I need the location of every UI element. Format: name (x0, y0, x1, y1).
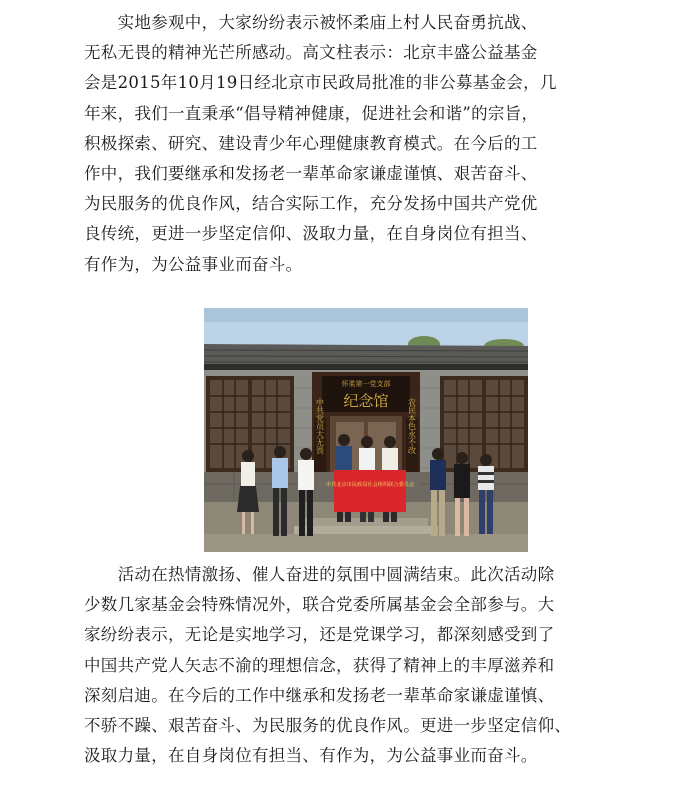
sign-main-text: 纪念馆 (343, 392, 389, 410)
couplet-right: 农民本色永不改 (407, 398, 417, 454)
red-banner (334, 470, 406, 512)
paragraph-1-line: 良传统，更进一步坚定信仰、汲取力量，在自身岗位有担当、 (84, 224, 538, 244)
paragraph-2-line: 活动在热情激扬、催人奋进的氛围中圆满结束。此次活动除 (84, 565, 555, 584)
paragraph-2-line: 汲取力量，在自身岗位有担当、有作为，为公益事业而奋斗。 (84, 746, 538, 766)
paragraph-2-line: 中国共产党人矢志不渝的理想信念，获得了精神上的丰厚滋养和 (84, 655, 555, 675)
paragraph-2-line: 深刻启迪。在今后的工作中继承和发扬老一辈革命家谦虚谨慎、 (84, 685, 555, 705)
paragraph-2 (84, 560, 614, 771)
paragraph-1-line: 作中，我们要继承和发扬老一辈革命家谦虚谨慎、艰苦奋斗、 (84, 164, 538, 184)
couplet-left: 中共党员大无畏 (315, 398, 325, 454)
paragraph-1-line: 有作为，为公益事业而奋斗。 (84, 254, 303, 274)
paragraph-1-line: 为民服务的优良作风，结合实际工作，充分发扬中国共产党优 (84, 194, 538, 214)
paragraph-2-line: 家纷纷表示，无论是实地学习，还是党课学习，都深刻感受到了 (84, 625, 555, 645)
paragraph-1-line: 年来，我们一直秉承“倡导精神健康，促进社会和谐”的宗旨， (84, 103, 539, 123)
paragraph-2-line: 不骄不躁、艰苦奋斗、为民服务的优良作风。更进一步坚定信仰、 (84, 716, 572, 736)
paragraph-1-line: 无私无畏的精神光芒所感动。高文柱表示：北京丰盛公益基金 (84, 43, 538, 63)
sign-top-text: 怀柔第一党支部 (341, 380, 391, 388)
paragraph-1-line: 积极探索、研究、建设青少年心理健康教育模式。在今后的工 (84, 133, 538, 153)
banner-text: 中共北京市民政局社会组织联合委员会 (325, 482, 415, 488)
paragraph-1-line: 实地参观中，大家纷纷表示被怀柔庙上村人民奋勇抗战、 (84, 13, 538, 32)
paragraph-1 (84, 8, 614, 280)
paragraph-1-line: 会是2015年10月19日经北京市民政局批准的非公募基金会，几 (84, 73, 557, 93)
roof (204, 344, 528, 366)
paragraph-2-line: 少数几家基金会特殊情况外，联合党委所属基金会全部参与。大 (84, 595, 555, 615)
group-photo (204, 308, 528, 552)
